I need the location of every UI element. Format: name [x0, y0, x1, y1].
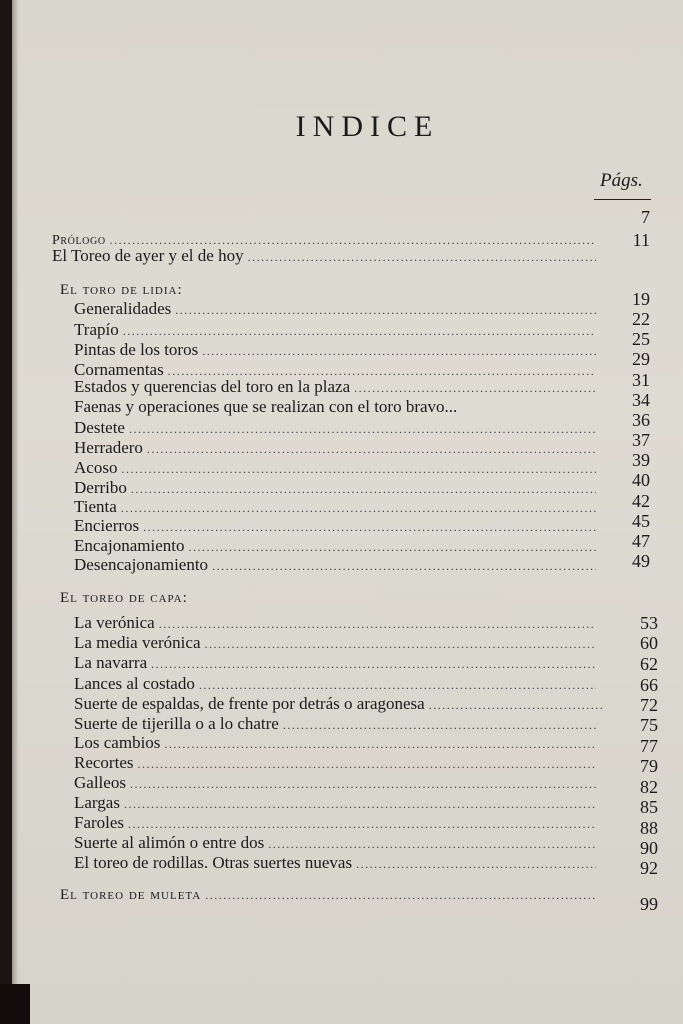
- toc-entry[interactable]: [74, 753, 596, 773]
- toc-entry[interactable]: [74, 478, 596, 498]
- leader-dots: [129, 419, 596, 439]
- leader-dots: [151, 654, 596, 674]
- toc-entry-page: 92: [640, 858, 658, 878]
- toc-entry-label: Encierros: [74, 516, 140, 535]
- toc-entry[interactable]: [74, 320, 596, 340]
- toc-entry[interactable]: [74, 438, 596, 458]
- toc-entry-label: Suerte al alimón o entre dos: [74, 833, 265, 852]
- toc-entry-page: 39: [632, 450, 650, 470]
- leader-dots: [188, 537, 596, 557]
- leader-dots: [354, 378, 596, 398]
- toc-entry-label: Trapío: [74, 320, 119, 339]
- toc-entry-page: 49: [632, 551, 650, 571]
- toc-entry-label: Generalidades: [74, 299, 172, 318]
- toc-entry[interactable]: [74, 536, 596, 556]
- toc-entry-page: 47: [632, 531, 650, 551]
- toc-entry-label: La media verónica: [74, 633, 201, 652]
- leader-dots: [199, 675, 596, 695]
- toc-entry-label: Herradero: [74, 438, 143, 457]
- toc-entry[interactable]: [74, 340, 596, 360]
- leader-dots: [124, 794, 596, 814]
- toc-entry-label: Tienta: [74, 497, 117, 516]
- toc-entry-page: 31: [632, 370, 650, 390]
- leader-dots: [283, 715, 596, 735]
- toc-entry-page: 45: [632, 511, 650, 531]
- toc-entry[interactable]: [74, 853, 596, 873]
- toc-entry-page: 85: [640, 797, 658, 817]
- toc-entry[interactable]: [74, 733, 596, 753]
- toc-entry[interactable]: [74, 813, 596, 833]
- toc-entry-page: 90: [640, 838, 658, 858]
- toc-entry[interactable]: [74, 497, 596, 517]
- toc-entry-label: La navarra: [74, 653, 148, 672]
- toc-entry-page: 37: [632, 430, 650, 450]
- book-cover-corner: [0, 984, 30, 1024]
- toc-entry-label: Cornamentas: [74, 360, 164, 379]
- toc-entry[interactable]: [74, 833, 596, 853]
- toc-entry-page: 25: [632, 329, 650, 349]
- leader-dots: [205, 885, 596, 905]
- toc-entry[interactable]: [74, 633, 596, 653]
- leader-dots: [121, 498, 596, 518]
- section-heading: El toreo de muleta: [60, 887, 202, 903]
- section-heading: El toro de lidia:: [60, 282, 183, 298]
- leader-dots: [356, 854, 596, 874]
- toc-entry-label: Estados y querencias del toro en la plaza: [74, 377, 351, 396]
- leader-dots: [212, 556, 596, 576]
- toc-entry[interactable]: [74, 377, 596, 397]
- toc-entry-page: 7: [641, 207, 650, 227]
- toc-entry-page: 40: [632, 470, 650, 490]
- toc-entry-label: Los cambios: [74, 733, 161, 752]
- leader-dots: [205, 634, 597, 654]
- leader-dots: [175, 300, 596, 320]
- toc-entry-page: 22: [632, 309, 650, 329]
- leader-dots: [131, 479, 596, 499]
- toc-entry-page: 99: [640, 894, 658, 914]
- toc-entry[interactable]: [74, 397, 606, 417]
- leader-dots: [147, 439, 596, 459]
- leader-dots: [130, 774, 596, 794]
- toc-entry-label: Galleos: [74, 773, 126, 792]
- page-title: INDICE: [295, 110, 440, 143]
- toc-entry-page: 29: [632, 349, 650, 369]
- pages-column-header: Págs.: [600, 170, 643, 191]
- toc-entry-label: El Toreo de ayer y el de hoy: [52, 246, 244, 265]
- toc-entry-label: Recortes: [74, 753, 134, 772]
- toc-entry-label: Largas: [74, 793, 120, 812]
- toc-entry-page: 62: [640, 654, 658, 674]
- leader-dots: [137, 754, 596, 774]
- toc-entry-label: Lances al costado: [74, 674, 195, 693]
- leader-dots: [143, 517, 596, 537]
- leader-dots: [202, 341, 596, 361]
- leader-dots: [429, 695, 602, 715]
- toc-entry[interactable]: [74, 458, 596, 478]
- toc-entry-label: El toreo de rodillas. Otras suertes nuevas: [74, 853, 353, 872]
- toc-entry[interactable]: [74, 516, 596, 536]
- toc-entry[interactable]: [74, 714, 596, 734]
- toc-entry-label: Faenas y operaciones que se realizan con el toro bravo...: [74, 397, 458, 416]
- leader-dots: [248, 247, 596, 267]
- toc-entry[interactable]: [74, 793, 596, 813]
- section-heading: El toreo de capa:: [60, 590, 188, 606]
- toc-entry-label: Destete: [74, 418, 125, 437]
- toc-entry[interactable]: [74, 299, 596, 319]
- toc-entry-page: 60: [640, 633, 658, 653]
- toc-entry-page: 34: [632, 390, 650, 410]
- toc-entry-label: Prólogo: [52, 233, 106, 248]
- leader-dots: [121, 459, 596, 479]
- leader-dots: [159, 614, 596, 634]
- toc-entry-page: 11: [632, 230, 650, 250]
- toc-entry-label: Suerte de espaldas, de frente por detrás o aragonesa: [74, 694, 425, 713]
- toc-entry[interactable]: [74, 555, 596, 575]
- toc-entry-label: Desencajonamiento: [74, 555, 209, 574]
- toc-entry[interactable]: [74, 773, 596, 793]
- toc-entry-page: 79: [640, 756, 658, 776]
- toc-entry-page: 88: [640, 818, 658, 838]
- toc-entry-muleta[interactable]: [60, 885, 596, 905]
- toc-entry-toreo-ayer[interactable]: [52, 246, 596, 266]
- toc-entry[interactable]: [74, 674, 596, 694]
- toc-entry-page: 77: [640, 736, 658, 756]
- toc-entry-page: 75: [640, 715, 658, 735]
- toc-entry-page: 36: [632, 410, 650, 430]
- toc-entry-label: Derribo: [74, 478, 127, 497]
- toc-entry-label: Pintas de los toros: [74, 340, 199, 359]
- toc-entry[interactable]: [74, 694, 602, 714]
- header-rule: [594, 199, 651, 200]
- toc-entry-page: 66: [640, 675, 658, 695]
- toc-entry-page: 42: [632, 491, 650, 511]
- toc-entry[interactable]: [74, 613, 596, 633]
- toc-entry-page: 19: [632, 289, 650, 309]
- leader-dots: [128, 814, 596, 834]
- leader-dots: [123, 321, 596, 341]
- leader-dots: [164, 734, 596, 754]
- toc-entry-page: 82: [640, 777, 658, 797]
- toc-entry[interactable]: [74, 418, 596, 438]
- toc-entry-label: Suerte de tijerilla o a lo chatre: [74, 714, 279, 733]
- leader-dots: [268, 834, 596, 854]
- toc-entry-label: Encajonamiento: [74, 536, 185, 555]
- toc-entry-page: 72: [640, 695, 658, 715]
- toc-entry-page: 53: [640, 613, 658, 633]
- book-page: [12, 0, 683, 1024]
- toc-entry-label: Faroles: [74, 813, 125, 832]
- toc-entry[interactable]: [74, 653, 596, 673]
- toc-entry-label: Acoso: [74, 458, 118, 477]
- toc-entry-label: La verónica: [74, 613, 155, 632]
- page-gutter: [12, 0, 18, 1024]
